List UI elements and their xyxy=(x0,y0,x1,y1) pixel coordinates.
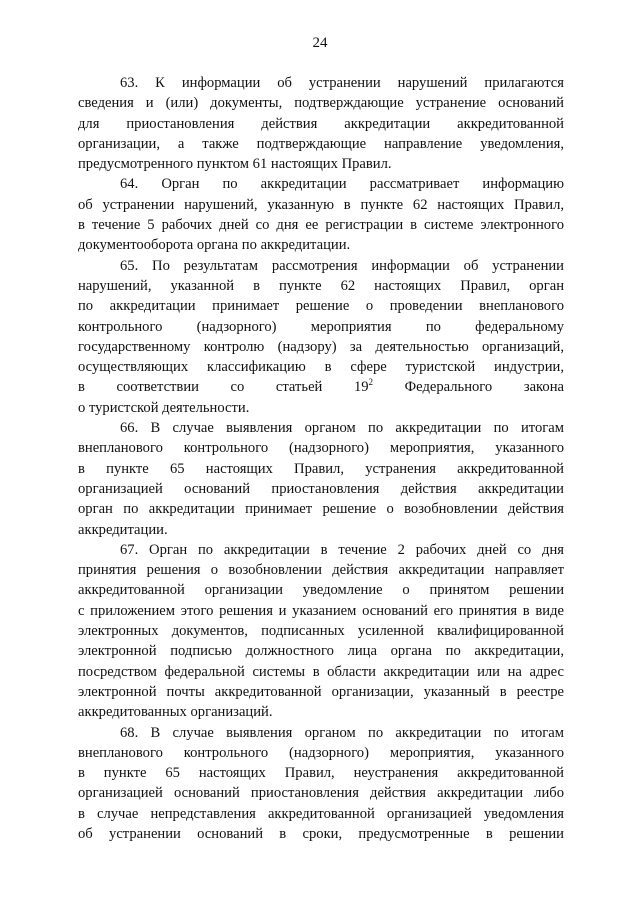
text-line: организацией оснований приостановления действия аккредитации либо xyxy=(78,785,564,802)
text-line: в пункте 65 настоящих Правил, устранения аккредитованной xyxy=(78,460,564,477)
text-line: в течение 5 рабочих дней со дня ее регистрации в системе электронного xyxy=(78,217,564,234)
text-line: контрольного (надзорного) мероприятия по федеральному xyxy=(78,318,564,335)
text-line: нарушений, указанной в пункте 62 настоящих Правил, орган xyxy=(78,277,564,294)
text-line: организации, а также подтверждающие направление уведомления, xyxy=(78,135,564,152)
text-line: документооборота органа по аккредитации. xyxy=(78,237,351,254)
paragraph-66 xyxy=(78,418,564,540)
text-line: об устранении оснований в сроки, предусмотренные в решении xyxy=(78,825,564,842)
text-line: 64. Орган по аккредитации рассматривает информацию xyxy=(120,176,564,193)
text-line: 67. Орган по аккредитации в течение 2 рабочих дней со дня xyxy=(120,541,564,558)
text-line: электронной почты аккредитованной организации, указанный в реестре xyxy=(78,683,564,700)
paragraph-65 xyxy=(78,256,564,418)
text-line: аккредитованных организаций. xyxy=(78,704,273,721)
text-fragment: Федерального закона xyxy=(373,379,564,396)
text-line: для приостановления действия аккредитации аккредитованной xyxy=(78,115,564,132)
text-line: с приложением этого решения и указанием оснований его принятия в виде xyxy=(78,602,564,619)
text-line: электронных документов, подписанных усиленной квалифицированной xyxy=(78,623,564,640)
text-line: в случае непредставления аккредитованной организацией уведомления xyxy=(78,805,564,822)
text-line: аккредитации. xyxy=(78,521,168,538)
text-line: об устранении нарушений, указанную в пункте 62 настоящих Правил, xyxy=(78,196,564,213)
text-line: 65. По результатам рассмотрения информации об устранении xyxy=(120,257,564,274)
text-line: организацией оснований приостановления действия аккредитации xyxy=(78,480,564,497)
superscript: 2 xyxy=(368,377,374,388)
text-line: аккредитованной организации уведомление о принятом решении xyxy=(78,582,564,599)
text-line: принятия решения о возобновлении действия аккредитации направляет xyxy=(78,562,564,579)
page-number: 24 xyxy=(312,35,328,51)
text-line: электронной подписью должностного лица органа по аккредитации, xyxy=(78,643,564,660)
text-line: предусмотренного пунктом 61 настоящих Правил. xyxy=(78,156,392,173)
text-line: в пункте 65 настоящих Правил, неустранения аккредитованной xyxy=(78,765,564,782)
text-line: внепланового контрольного (надзорного) мероприятия, указанного xyxy=(78,744,564,761)
text-line: внепланового контрольного (надзорного) мероприятия, указанного xyxy=(78,440,564,457)
text-line: 66. В случае выявления органом по аккредитации по итогам xyxy=(120,420,564,437)
text-line-with-superscript xyxy=(78,377,564,397)
text-fragment: в соответствии со статьей 19 xyxy=(78,379,369,396)
text-line: государственному контролю (надзору) за деятельностью организаций, xyxy=(78,338,564,355)
text-line: сведения и (или) документы, подтверждающие устранение оснований xyxy=(78,95,564,112)
text-line: осуществляющих классификацию в сфере туристской индустрии, xyxy=(78,359,564,376)
text-line: орган по аккредитации принимает решение о возобновлении действия xyxy=(78,501,564,518)
text-line: посредством федеральной системы в области аккредитации или на адрес xyxy=(78,663,564,680)
paragraph-64 xyxy=(78,174,564,255)
text-line: о туристской деятельности. xyxy=(78,399,250,416)
text-line: 63. К информации об устранении нарушений прилагаются xyxy=(120,75,564,91)
paragraph-67 xyxy=(78,540,564,723)
text-line: по аккредитации принимает решение о проведении внепланового xyxy=(78,298,564,315)
document-body xyxy=(78,73,564,844)
paragraph-63 xyxy=(78,73,564,174)
paragraph-68 xyxy=(78,723,564,845)
text-line: 68. В случае выявления органом по аккредитации по итогам xyxy=(120,724,564,741)
